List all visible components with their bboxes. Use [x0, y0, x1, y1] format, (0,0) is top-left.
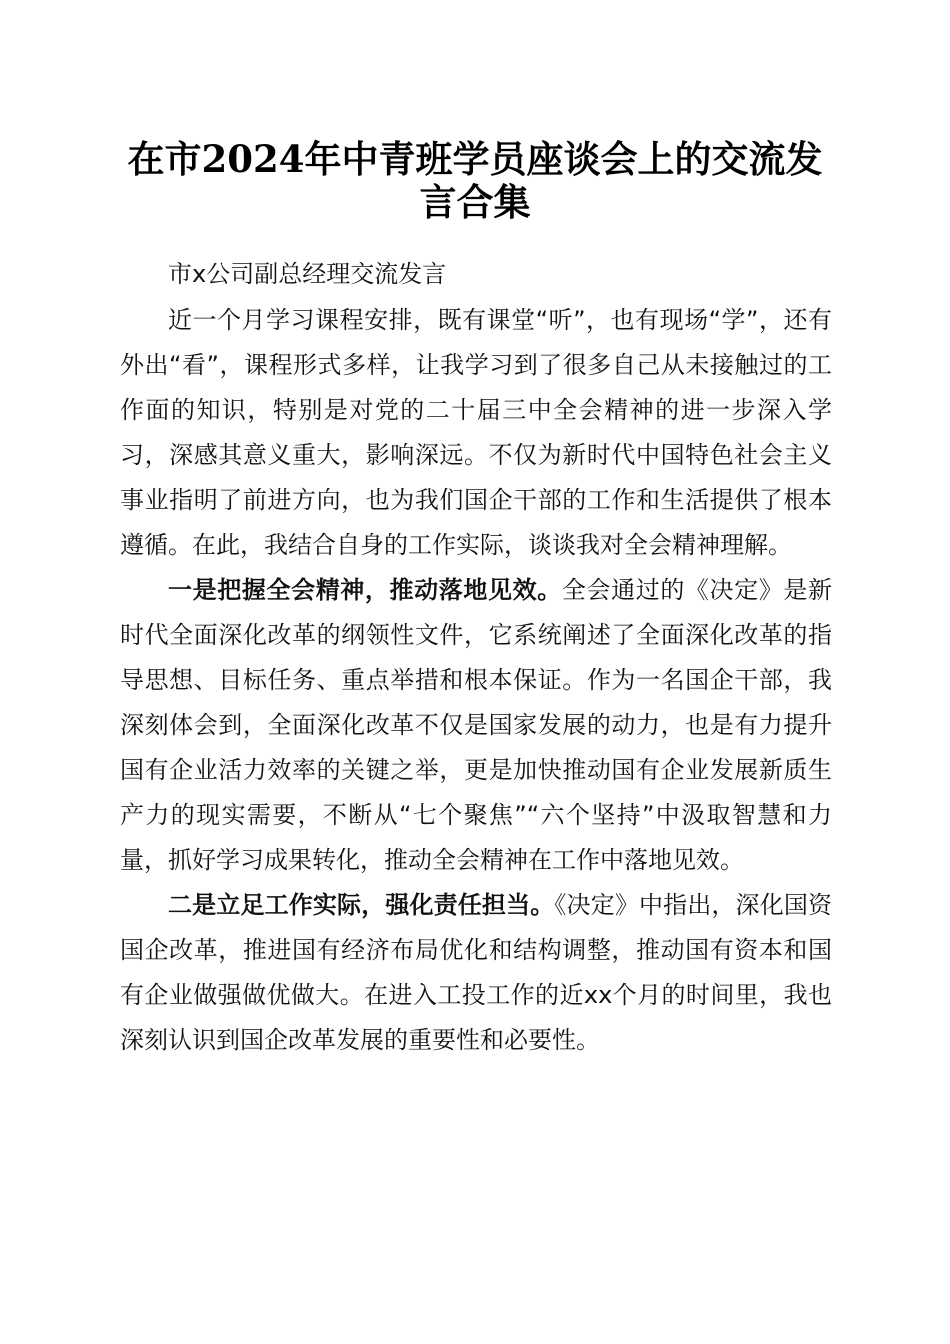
document-body	[120, 252, 832, 1063]
paragraph-3-text: 《决定》中指出，深化国资国企改革，推进国有经济布局优化和结构调整，推动国有资本和国有企业做强做优做大。在进入工投工作的近xx个月的时间里，我也深刻认识到国企改革发展的重要性和必要性。	[120, 891, 833, 1054]
author-line: 市x公司副总经理交流发言	[168, 260, 447, 288]
document-title: 在市2024年中青班学员座谈会上的交流发言合集	[127, 137, 823, 224]
paragraph-3-heading: 二是立足工作实际，强化责任担当。	[168, 891, 555, 919]
paragraph-3	[120, 883, 832, 1063]
paragraph-2	[120, 568, 832, 883]
paragraph-1-text: 近一个月学习课程安排，既有课堂“听”，也有现场“学”，还有外出“看”，课程形式多样，让我学习到了很多自己从未接触过的工作面的知识，特别是对党的二十届三中全会精神的进一步深入学习，深感其意义重大，影响深远。不仅为新时代中国特色社会主义事业指明了前进方向，也为我们国企干部的工作和生活提供了根本遵循。在此，我结合自身的工作实际，谈谈我对全会精神理解。	[120, 306, 832, 559]
paragraph-2-text: 全会通过的《决定》是新时代全面深化改革的纲领性文件，它系统阐述了全面深化改革的指导思想、目标任务、重点举措和根本保证。作为一名国企干部，我深刻体会到，全面深化改革不仅是国家发展的动力，也是有力提升国有企业活力效率的关键之举，更是加快推动国有企业发展新质生产力的现实需要，不断从“七个聚焦”“六个坚持”中汲取智慧和力量，抓好学习成果转化，推动全会精神在工作中落地见效。	[120, 576, 833, 874]
paragraph-2-heading: 一是把握全会精神，推动落地见效。	[168, 576, 562, 604]
paragraph-1	[120, 298, 832, 568]
